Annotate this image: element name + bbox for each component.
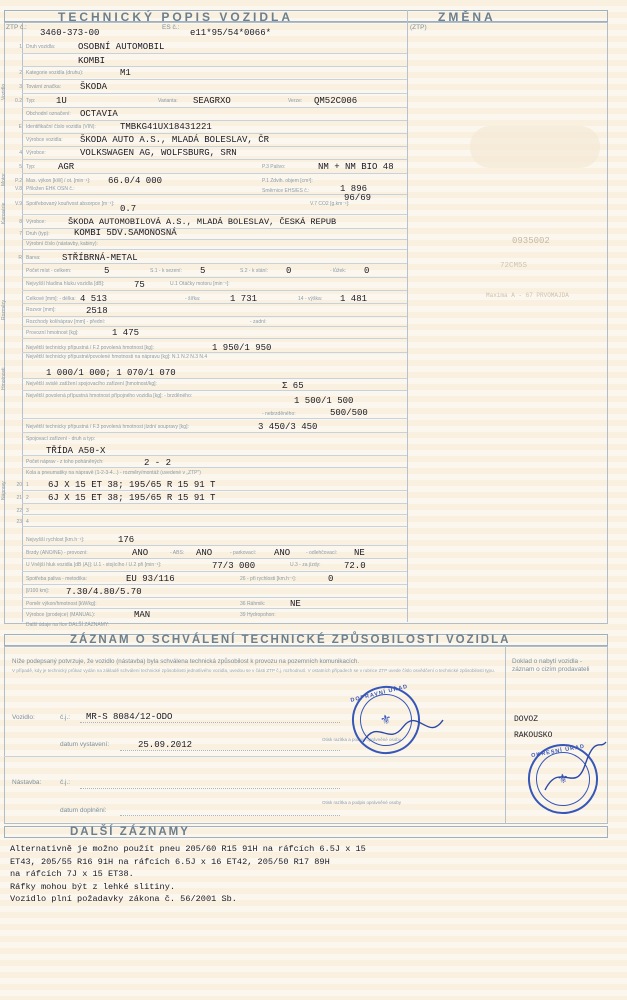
max-weight-label: Největší technicky přípustná / F.2 povolená hmotnost [kg]: bbox=[26, 345, 154, 351]
acquisition-note: Doklad o nabytí vozidla - záznam o cizím prodavateli bbox=[512, 658, 590, 673]
weight-value: 1 475 bbox=[112, 328, 140, 338]
supplement-date-label: datum doplnění: bbox=[60, 807, 107, 814]
faded-number: 0935002 bbox=[512, 236, 550, 246]
section-napravy: Nápravy bbox=[1, 481, 7, 500]
row-number: 0.2 bbox=[15, 98, 22, 104]
fuel-method-value: EU 93/116 bbox=[126, 574, 175, 584]
displacement-value: 1 896 bbox=[340, 184, 368, 194]
records-body bbox=[10, 843, 366, 906]
body-type-value: KOMBI 5DV.SAMONOSNÁ bbox=[74, 228, 177, 238]
coupling-label: Spojovací zařízení - druh a typ: bbox=[26, 436, 96, 442]
record-line: Vozidlo plní požadavky zákona č. 56/2001 Sb. bbox=[10, 894, 237, 904]
trade-name-value: OCTAVIA bbox=[80, 109, 118, 119]
vehicle-body-value: KOMBI bbox=[78, 56, 106, 66]
coupling-value: TŘÍDA A50-X bbox=[46, 446, 106, 456]
cj2-label: č.j.: bbox=[60, 779, 71, 786]
row-number: 1 bbox=[19, 44, 22, 50]
combo-value: 3 450/3 450 bbox=[258, 422, 318, 432]
version-label: Verze: bbox=[288, 98, 303, 104]
row-label: Přiložen EHK OSN č.: bbox=[26, 186, 75, 192]
drive-noise-value: 72.0 bbox=[344, 561, 366, 571]
section-vozidlo: Vozidlo bbox=[1, 83, 7, 100]
es-number: e11*95/54*0066* bbox=[190, 28, 272, 38]
record-line: Ráfky mohou být z lehké slitiny. bbox=[10, 881, 176, 892]
body-manufacturer-value: ŠKODA AUTOMOBILOVÁ A.S., MLADÁ BOLESLAV, ČESKÁ REPUB bbox=[68, 217, 337, 227]
tyre-row-number: 23 bbox=[16, 519, 22, 525]
drive-noise-label: U.3 - za jízdy: bbox=[290, 562, 321, 568]
trailer-unbraked-value: 500/500 bbox=[330, 408, 368, 418]
retarder-label: - odlehčovací: bbox=[306, 550, 338, 556]
wheelbase-value: 2518 bbox=[86, 306, 108, 316]
noise-value: 75 bbox=[134, 280, 145, 290]
row-number: P.2 bbox=[15, 178, 22, 184]
track-label: Rozchody kol/náprav [mm] - přední: bbox=[26, 319, 106, 325]
row-label: Typ: bbox=[26, 98, 36, 104]
emission-value: 96/69 bbox=[344, 193, 372, 203]
seats-s2: 0 bbox=[286, 266, 292, 276]
variant-label: Varianta: bbox=[158, 98, 178, 104]
version-value: QM52C006 bbox=[314, 96, 358, 106]
emission-label: Směrnice EHS/ES č.: bbox=[262, 188, 310, 194]
stamp2-caption: Otisk razítka a podpis oprávněné osoby bbox=[322, 800, 402, 805]
approval-statement: Níže podepsaný potvrzuje, že vozidlo (nástavba) byla schválena technická způsobilost k provozu na pozemních komunikacích. bbox=[12, 658, 360, 665]
axle-loads-value: 1 000/1 000; 1 070/1 070 bbox=[46, 368, 176, 378]
registrant-label: Výrobce (prodejce) (MANUAL): bbox=[26, 612, 96, 618]
row-number: R bbox=[18, 255, 22, 261]
ztp-label: ZTP č.: bbox=[6, 24, 27, 31]
row-label: Max. výkon [kW] / ot. [min⁻¹]: bbox=[26, 178, 91, 184]
faded-text: Maxima A - 67 PRVOMAJDA bbox=[486, 292, 569, 299]
coat-of-arms-icon: ⚜ bbox=[555, 770, 570, 787]
weight-label: Provozní hmotnost [kg]: bbox=[26, 330, 79, 336]
row-label: Typ: bbox=[26, 164, 36, 170]
wheelbase-label: Rozvor [mm]: bbox=[26, 307, 56, 313]
country-value: RAKOUSKO bbox=[514, 731, 553, 740]
tyre-axle: 2 bbox=[26, 495, 29, 501]
seats-s1-label: S.1 - k sezení: bbox=[150, 268, 182, 274]
row-number: 2 bbox=[19, 70, 22, 76]
other-data-label: Další údaje na líce DALŠÍ ZÁZNAMY: bbox=[26, 622, 110, 628]
engine-manufacturer-value: VOLKSWAGEN AG, WOLFSBURG, SRN bbox=[80, 148, 237, 158]
abs-label: - ABS: bbox=[170, 550, 185, 556]
faded-emblem bbox=[470, 126, 600, 168]
color-value: STŘÍBRNÁ-METAL bbox=[62, 253, 138, 263]
row-number: E bbox=[18, 124, 22, 130]
cj-value: MR-S 8084/12-ODO bbox=[86, 712, 173, 722]
row-label: Výrobní číslo (nástavby, kabiny): bbox=[26, 241, 98, 247]
issue-date-value: 25.09.2012 bbox=[138, 740, 193, 750]
section-motor: Motor bbox=[1, 173, 7, 186]
category-value: M1 bbox=[120, 68, 131, 78]
dims-label: Celkové [mm]: - délka: bbox=[26, 296, 76, 302]
signature-2-icon bbox=[540, 740, 610, 800]
seats-total: 5 bbox=[104, 266, 110, 276]
fuel-value: NM + NM BIO 48 bbox=[318, 162, 394, 172]
ztp-number: 3460-373-00 bbox=[40, 28, 100, 38]
signature-icon bbox=[358, 712, 448, 752]
record-line: na ráfcích 7J x 15 ET38. bbox=[10, 869, 134, 879]
change-title: ZMĚNA bbox=[438, 10, 496, 24]
tyres-label: Kola a pneumatiky na nápravě (1-2-3-4...) - rozměry/montáž (uvedené v „ZTP") bbox=[26, 470, 201, 476]
superstructure-label: Nástavba: bbox=[12, 779, 42, 786]
es-label: ES č.: bbox=[162, 24, 180, 31]
tyre-row-number: 21 bbox=[16, 495, 22, 501]
row-number: 8 bbox=[19, 219, 22, 225]
variant-value: SEAGRXO bbox=[193, 96, 231, 106]
tyre-row-number: 20 bbox=[16, 482, 22, 488]
stamp-text: DOPRAVNÍ ÚŘAD bbox=[350, 683, 409, 704]
approval-divider bbox=[505, 646, 506, 824]
row-label: Druh (typ): bbox=[26, 231, 50, 237]
power-value: 66.0/4 000 bbox=[108, 176, 163, 186]
document-title: TECHNICKÝ POPIS VOZIDLA bbox=[58, 10, 294, 24]
winch-label: 36 Ráhmik: bbox=[240, 601, 266, 607]
tyre-axle: 1 bbox=[26, 482, 29, 488]
issue-date-label: datum vystavení: bbox=[60, 741, 110, 748]
seats-s1: 5 bbox=[200, 266, 206, 276]
height-value: 1 481 bbox=[340, 294, 368, 304]
row-number: 4 bbox=[19, 150, 22, 156]
height-label: 14 - výška: bbox=[298, 296, 323, 302]
roof-load-label: Největší svislé zatížení spojovacího zařízení [hmotnost/kg]: bbox=[26, 381, 157, 387]
stamp-text: OKRESNÍ ÚŘAD bbox=[530, 743, 586, 760]
tyre-row-number: 22 bbox=[16, 508, 22, 514]
u-noise-value: 77/3 000 bbox=[212, 561, 256, 571]
fuel-method-label: Spotřeba paliva - metodika: bbox=[26, 576, 87, 582]
abs-value: ANO bbox=[196, 548, 213, 558]
consumption-label: [l/100 km]: bbox=[26, 588, 50, 594]
trailer-braked-value: 1 500/1 500 bbox=[294, 396, 354, 406]
power-ratio-label: Poměr výkon/hmotnost [kW/kg]: bbox=[26, 601, 97, 607]
fuel-speed-label: 26 - při rychlosti [km.h⁻¹]: bbox=[240, 576, 296, 582]
faded-code: 72CM5S bbox=[500, 262, 528, 270]
section-karoserie: Karosérie bbox=[1, 202, 7, 224]
section-hmotnosti: Hmotnosti bbox=[1, 367, 7, 390]
axles-value: 2 - 2 bbox=[144, 458, 172, 468]
max-weight-value: 1 950/1 950 bbox=[212, 343, 272, 353]
row-label: Spotřebovaný kouřivost absorpce [m⁻¹]: bbox=[26, 201, 115, 207]
u-noise-label: U Vnější hluk vozidla [dB (A)]: U.1 - stojícího / U.2 při [min⁻¹]: bbox=[26, 562, 162, 568]
noise-rpm-label: U.1 Otáčky motoru [min⁻¹]: bbox=[170, 281, 230, 287]
winch-value: NE bbox=[290, 599, 301, 609]
brand-value: ŠKODA bbox=[80, 82, 108, 92]
registrant-value: MAN bbox=[134, 610, 151, 620]
stamp-caption: Otisk razítka a podpis oprávněné osoby bbox=[322, 737, 402, 742]
parking-brake-label: - parkovací: bbox=[230, 550, 257, 556]
import-value: DOVOZ bbox=[514, 715, 539, 724]
record-line: Alternativně je možno použít pneu 205/60 R15 91H na ráfcích 6.5J x 15 bbox=[10, 844, 366, 854]
row-number: 5 bbox=[19, 164, 22, 170]
cj-label: č.j.: bbox=[60, 714, 71, 721]
engine-type-value: AGR bbox=[58, 162, 75, 172]
vin-value: TMBKG41UX18431221 bbox=[120, 122, 212, 132]
row-label: Druh vozidla: bbox=[26, 44, 56, 50]
consumption-value: 7.30/4.80/5.70 bbox=[66, 587, 142, 597]
speed-label: Nejvyšší rychlost [km.h⁻¹]: bbox=[26, 537, 85, 543]
noise-label: Nejvyšší hladina hluku vozidla [dB]: bbox=[26, 281, 105, 287]
combo-label: Největší technicky přípustná / F.3 povolená hmotnost jízdní soupravy [kg]: bbox=[26, 424, 189, 430]
row-number: V.9 bbox=[14, 201, 22, 207]
seats-label: Počet míst - celkem: bbox=[26, 268, 72, 274]
length-value: 4 513 bbox=[80, 294, 108, 304]
row-number: 3 bbox=[19, 84, 22, 90]
tyre-axle: 3 bbox=[26, 508, 29, 514]
section-rozmery: Rozměry bbox=[1, 299, 7, 320]
row-number: V.8 bbox=[14, 186, 22, 192]
row-label: Kategorie vozidla (druhu): bbox=[26, 70, 84, 76]
speed-value: 176 bbox=[118, 535, 135, 545]
row-label: Výrobce vozidla: bbox=[26, 137, 63, 143]
row-label: Obchodní označení: bbox=[26, 111, 71, 117]
record-line: ET43, 205/55 R16 91H na ráfcích 6.5J x 16 ET42, 205/50 R17 89H bbox=[10, 856, 330, 867]
axles-label: Počet náprav - z toho poháněných: bbox=[26, 459, 104, 465]
manufacturer-value: ŠKODA AUTO A.S., MLADÁ BOLESLAV, ČR bbox=[80, 135, 270, 145]
axle-loads-label: Největší technicky přípustné/povolené hmotnosti na nápravu [kg]: N.1 N.2 N.3 N.4 bbox=[26, 354, 208, 360]
row-label: Výrobce: bbox=[26, 219, 46, 225]
fuel-speed-value: 0 bbox=[328, 574, 334, 584]
brakes-service-value: ANO bbox=[132, 548, 149, 558]
approval-note: V případě, kdy je technický průkaz vydán na základě schválení technické způsobilosti jednotlivého vozidla, uvedou se v části ZTP č.j. rozhodnutí. V ostatních případech se v rubrice ZTP uvede číslo osvědčení o technické způsobilosti typu. bbox=[12, 668, 495, 673]
smoke-value: 0.7 bbox=[120, 204, 137, 214]
displacement-label: P.1 Zdvih. objem [cm³]: bbox=[262, 178, 313, 184]
co2-label: V.7 CO2 [g.km⁻¹]: bbox=[310, 201, 350, 207]
track-rear-label: - zadní: bbox=[250, 319, 267, 325]
roof-load-value: Σ 65 bbox=[282, 381, 304, 391]
records-title: DALŠÍ ZÁZNAMY bbox=[70, 826, 190, 838]
coat-of-arms-icon: ⚜ bbox=[378, 710, 394, 729]
tyre-axle: 4 bbox=[26, 519, 29, 525]
tyre-axle-1-value: 6J X 15 ET 38; 195/65 R 15 91 T bbox=[48, 480, 216, 490]
hydro-label: 39 Hydropohon: bbox=[240, 612, 276, 618]
width-label: - šířka: bbox=[185, 296, 201, 302]
seats-s2-label: S.2 - k stání: bbox=[240, 268, 269, 274]
trailer-label: Největší povolená přípustná hmotnost přípojného vozidla [kg]: - brzděného: bbox=[26, 393, 193, 399]
type-value: 1U bbox=[56, 96, 67, 106]
approval-title: ZÁZNAM O SCHVÁLENÍ TECHNICKÉ ZPŮSOBILOSTI VOZIDLA bbox=[70, 634, 511, 646]
row-number: 7 bbox=[19, 231, 22, 237]
vehicle-type-value: OSOBNÍ AUTOMOBIL bbox=[78, 42, 165, 52]
fuel-label: P.3 Palivo: bbox=[262, 164, 286, 170]
brakes-label: Brzdy (ANO/NE) - provozní: bbox=[26, 550, 88, 556]
width-value: 1 731 bbox=[230, 294, 258, 304]
parking-brake-value: ANO bbox=[274, 548, 291, 558]
row-label: Identifikační číslo vozidla (VIN): bbox=[26, 124, 96, 130]
row-label: Tovární značka: bbox=[26, 84, 62, 90]
vehicle-label: Vozidlo: bbox=[12, 714, 35, 721]
tyre-axle-2-value: 6J X 15 ET 38; 195/65 R 15 91 T bbox=[48, 493, 216, 503]
ztp-right-label: (ZTP) bbox=[410, 24, 427, 31]
retarder-value: NE bbox=[354, 548, 365, 558]
trailer-unbraked-label: - nebrzděného: bbox=[262, 411, 296, 417]
row-label: Barva: bbox=[26, 255, 41, 261]
row-label: Výrobce: bbox=[26, 150, 46, 156]
seats-lying-label: - lůžek: bbox=[330, 268, 347, 274]
seats-lying: 0 bbox=[364, 266, 370, 276]
